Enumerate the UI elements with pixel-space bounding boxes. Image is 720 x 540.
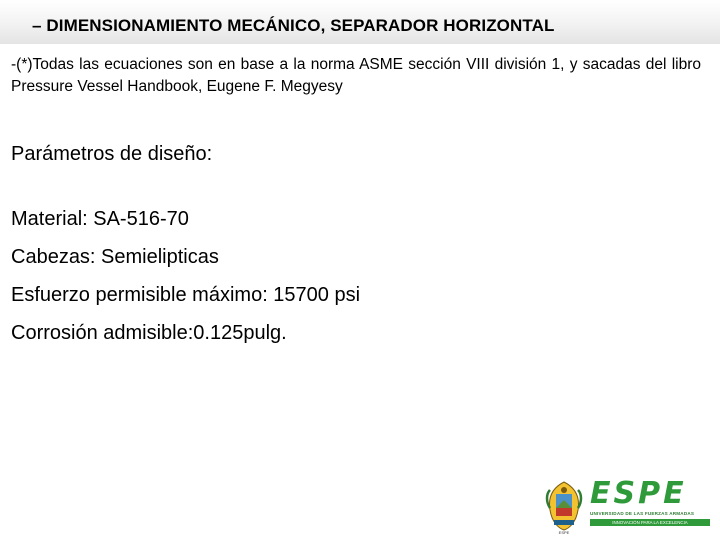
university-crest-icon: [544, 480, 584, 534]
parameter-corrosion: Corrosión admisible:0.125pulg.: [11, 322, 287, 344]
crest-label: ESPE: [558, 530, 570, 535]
espe-tagline: INNOVACIÓN PARA LA EXCELENCIA: [590, 519, 710, 526]
slide-title: – DIMENSIONAMIENTO MECÁNICO, SEPARADOR HORIZONTAL: [32, 16, 555, 35]
title-bar: [0, 0, 720, 44]
design-parameters-heading: Parámetros de diseño:: [11, 143, 213, 165]
espe-wordmark: ESPE: [590, 476, 687, 511]
parameter-material: Material: SA-516-70: [11, 208, 189, 230]
espe-subtitle: UNIVERSIDAD DE LAS FUERZAS ARMADAS: [590, 511, 695, 516]
parameter-allowable-stress: Esfuerzo permisible máximo: 15700 psi: [11, 284, 361, 306]
parameter-heads: Cabezas: Semielipticas: [11, 246, 219, 268]
parameter-list: [11, 206, 360, 358]
reference-note: -(*)Todas las ecuaciones son en base a la norma ASME sección VIII división 1, y sacadas del libro Pressure Vessel Handbook, Eugene F. Megyesy: [11, 56, 701, 95]
espe-logo: [544, 478, 714, 538]
